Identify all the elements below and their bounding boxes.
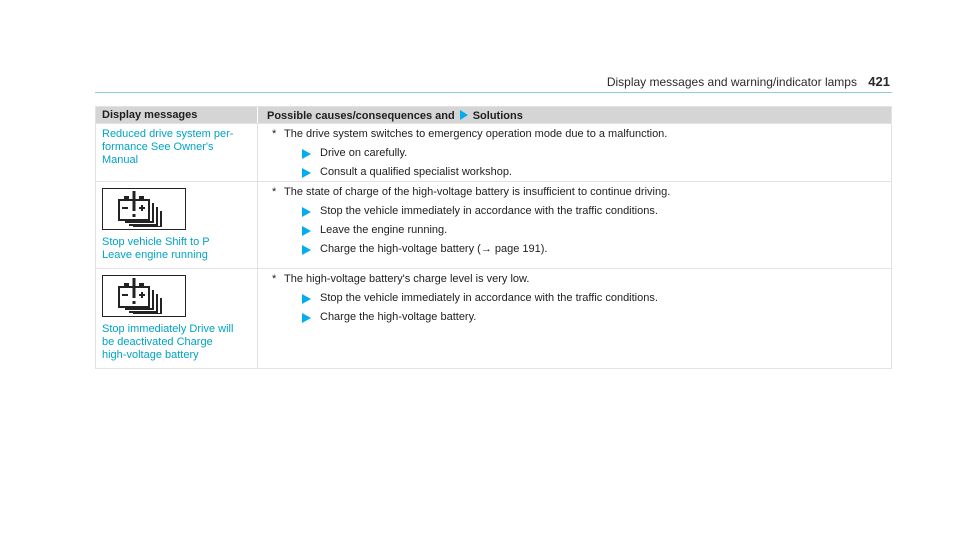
step-arrow-icon: [302, 294, 311, 304]
message-cell: [96, 269, 258, 368]
header-causes: Possible causes/consequences and: [267, 110, 455, 122]
step-arrow-icon: [302, 149, 311, 159]
solution-text: Drive on carefully.: [320, 147, 408, 159]
message-text: Leave engine running: [102, 249, 208, 261]
header-display-messages: Display messages: [96, 107, 258, 123]
display-messages-table: [95, 106, 892, 369]
message-text: formance See Owner's: [102, 141, 214, 153]
page-number: 421: [868, 74, 890, 89]
message-text: Stop vehicle Shift to P: [102, 236, 210, 248]
message-text: Reduced drive system per-: [102, 128, 234, 140]
hv-battery-warning-icon: [102, 275, 186, 317]
step-arrow-icon: [302, 245, 311, 255]
table-row: [96, 123, 891, 181]
cause-marker: *: [272, 128, 277, 140]
header-rule: [95, 92, 892, 93]
solution-text: Stop the vehicle immediately in accordance with the traffic conditions.: [320, 292, 658, 304]
table-row: [96, 268, 891, 368]
running-head: [607, 74, 890, 89]
solution-step: [302, 147, 881, 160]
solution-step: [302, 205, 881, 218]
message-cell: [96, 182, 258, 268]
header-solutions: Solutions: [472, 110, 523, 122]
message-cell: [96, 124, 258, 181]
running-title: Display messages and warning/indicator lamps: [606, 75, 857, 89]
table-header: [96, 107, 891, 123]
cause-marker: *: [272, 273, 277, 285]
cause-text: The high-voltage battery's charge level is very low.: [284, 273, 530, 285]
step-arrow-icon: [302, 168, 311, 178]
cause: [272, 273, 881, 286]
cause-text: The drive system switches to emergency operation mode due to a malfunction.: [284, 128, 668, 140]
solution-text: Leave the engine running.: [320, 224, 448, 236]
solution-step: [302, 166, 881, 179]
message-text: Stop immediately Drive will: [102, 323, 234, 335]
solution-text: Charge the high-voltage battery (→ page 191).: [320, 243, 548, 255]
cause-cell: [258, 269, 891, 368]
solution-step: [302, 311, 881, 324]
step-arrow-icon: [302, 207, 311, 217]
solution-arrow-icon: [460, 110, 468, 120]
cause: [272, 128, 881, 141]
table-row: [96, 181, 891, 268]
cause-cell: [258, 182, 891, 268]
cause-marker: *: [272, 186, 277, 198]
message-text: high-voltage battery: [102, 349, 199, 361]
solution-text: Consult a qualified specialist workshop.: [320, 166, 512, 178]
step-arrow-icon: [302, 226, 311, 236]
step-arrow-icon: [302, 313, 311, 323]
hv-battery-warning-icon: [102, 188, 186, 230]
solution-text: Charge the high-voltage battery.: [320, 311, 477, 323]
message-text: Manual: [102, 154, 139, 166]
header-causes-solutions: [258, 107, 891, 123]
solution-step: [302, 224, 881, 237]
cause-text: The state of charge of the high-voltage battery is insufficient to continue driving.: [284, 186, 671, 198]
solution-step: [302, 243, 881, 256]
solution-text: Stop the vehicle immediately in accordance with the traffic conditions.: [320, 205, 658, 217]
message-text: be deactivated Charge: [102, 336, 213, 348]
cause: [272, 186, 881, 199]
solution-step: [302, 292, 881, 305]
cause-cell: [258, 124, 891, 181]
